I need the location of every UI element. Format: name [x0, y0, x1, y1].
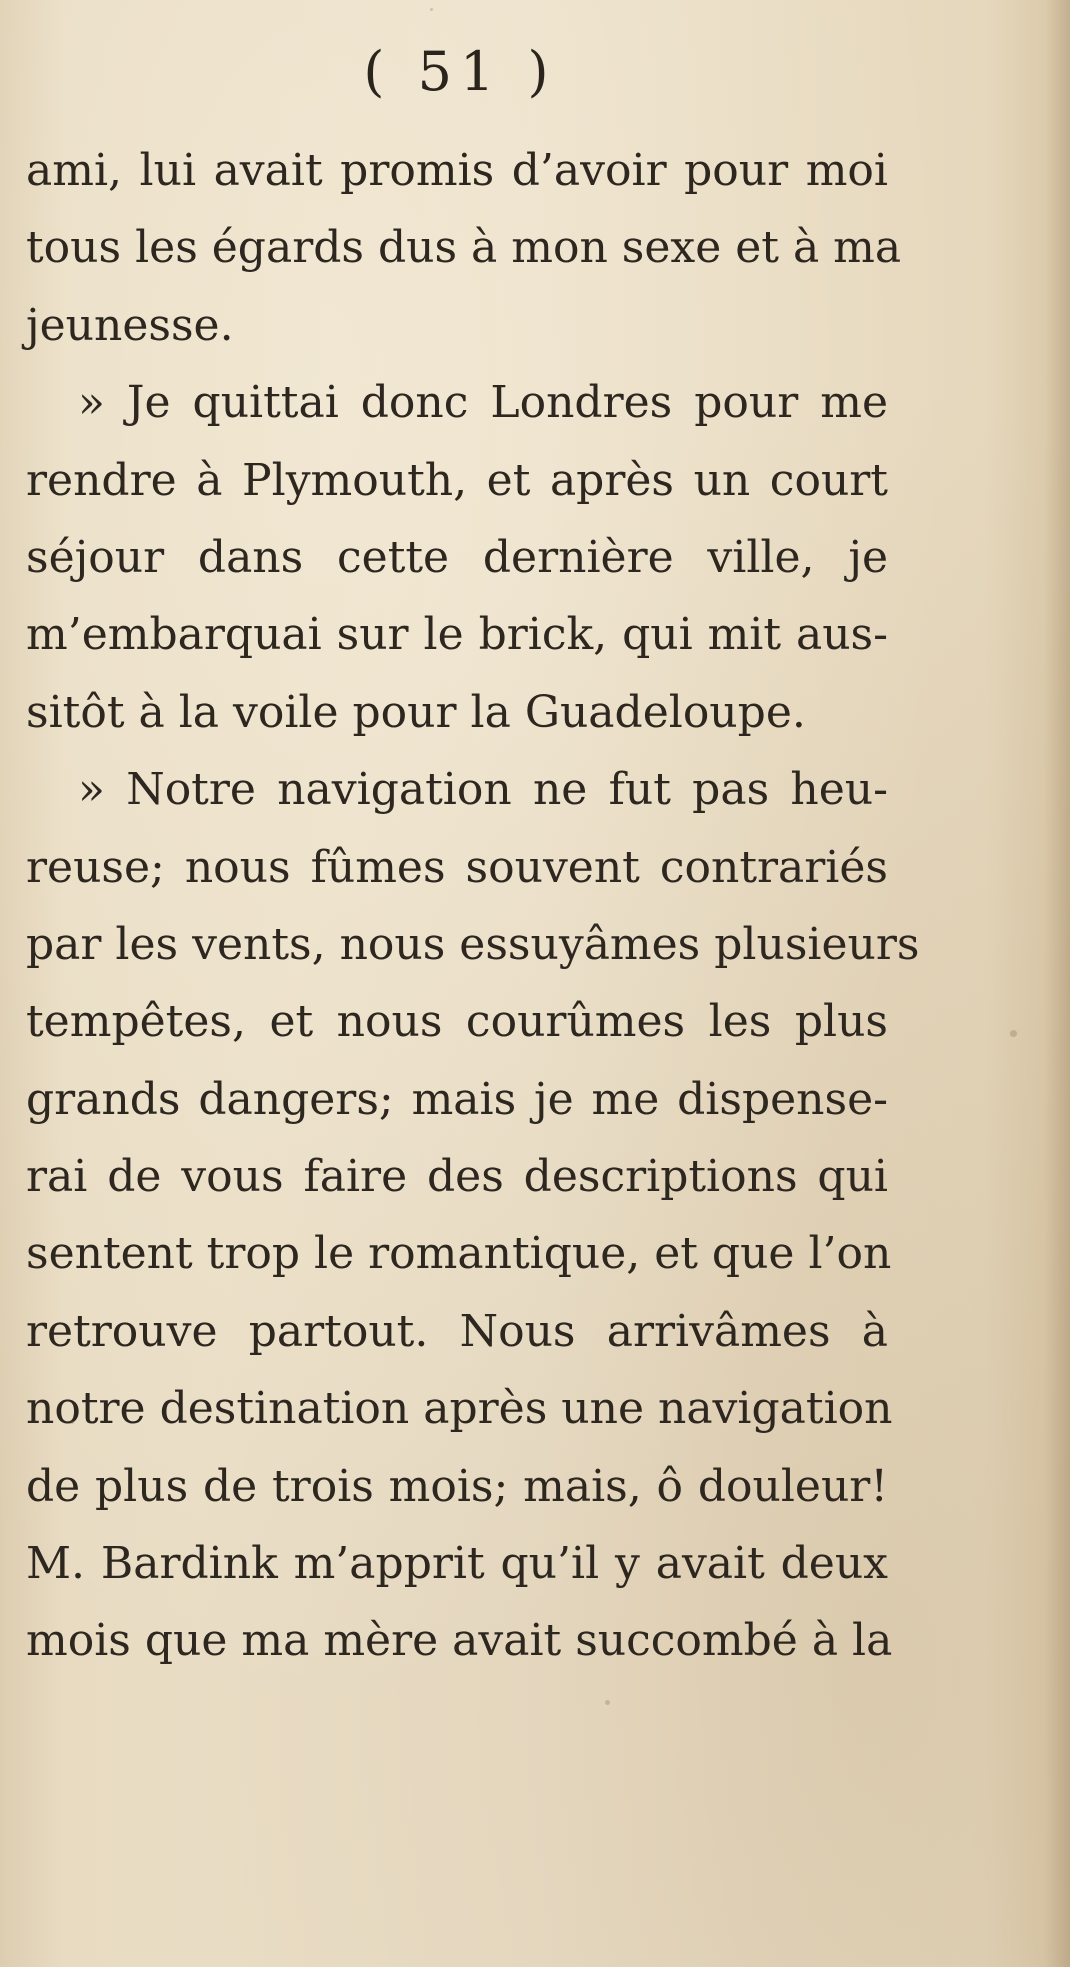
text-line: par les vents, nous essuyâmes plusieurs: [26, 918, 920, 970]
paper-speck: [1010, 1030, 1017, 1037]
text-line: retrouve partout. Nous arrivâmes à: [26, 1305, 888, 1357]
text-line: sentent trop le romantique, et que l’on: [26, 1228, 892, 1280]
text-line: M. Bardink m’apprit qu’il y avait deux: [26, 1538, 888, 1590]
paragraph-start-line: » Notre navigation ne fut pas heu-: [78, 764, 888, 816]
text-line: rendre à Plymouth, et après un court: [26, 454, 888, 506]
body-text: [26, 132, 920, 1680]
page-edge-shadow: [1044, 0, 1070, 1967]
text-line: grands dangers; mais je me dispense-: [26, 1073, 888, 1125]
text-line: ami, lui avait promis d’avoir pour moi: [26, 145, 888, 196]
paper-speck: [605, 1700, 610, 1705]
page-number: ( 51 ): [363, 40, 557, 103]
text-line: rai de vous faire des descriptions qui: [26, 1151, 888, 1203]
text-line: tous les égards dus à mon sexe et à ma: [26, 222, 902, 274]
text-line: tempêtes, et nous courûmes les plus: [26, 996, 888, 1048]
text-line: notre destination après une navigation: [26, 1383, 893, 1435]
text-line: jeunesse.: [26, 299, 234, 351]
text-line: séjour dans cette dernière ville, je: [26, 531, 888, 583]
text-line: sitôt à la voile pour la Guadeloupe.: [26, 686, 806, 738]
text-line: m’embarquai sur le brick, qui mit aus-: [26, 609, 888, 661]
paper-speck: [70, 1420, 74, 1424]
text-line: de plus de trois mois; mais, ô douleur!: [26, 1460, 888, 1512]
text-line: mois que ma mère avait succombé à la: [26, 1615, 893, 1667]
paper-speck: [430, 8, 433, 11]
paragraph-start-line: » Je quittai donc Londres pour me: [78, 377, 888, 429]
text-line: reuse; nous fûmes souvent contrariés: [26, 841, 888, 893]
